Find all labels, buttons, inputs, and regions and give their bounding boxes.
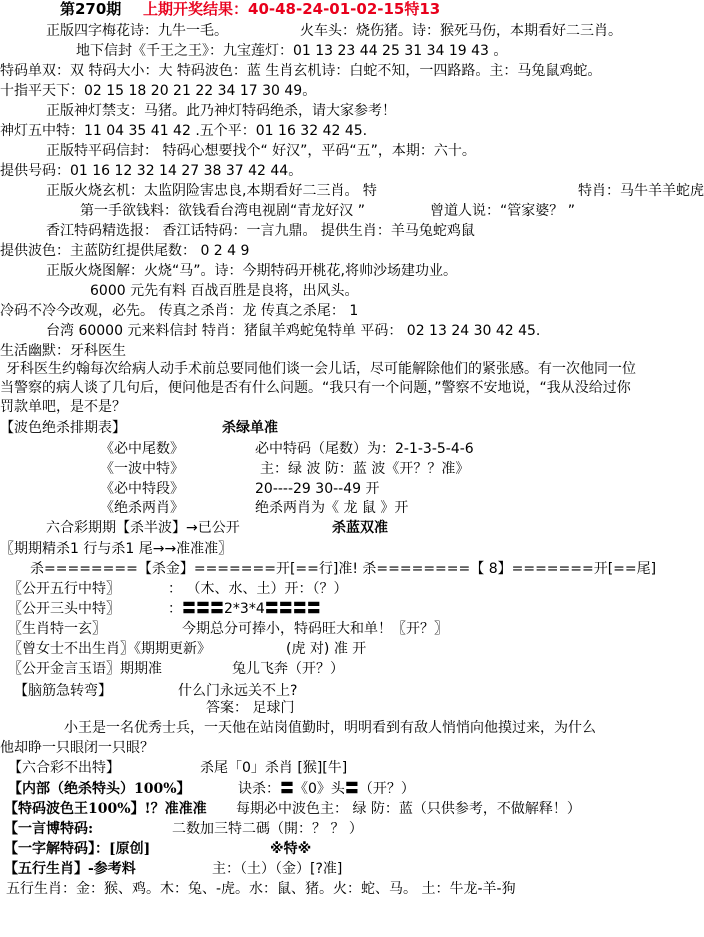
kill-two-zodiac-title: 《绝杀两肖》: [100, 500, 184, 516]
five-element-value: ： （木、水、土）开：（？）: [168, 581, 348, 597]
special-envelope-line: 正版特平码信封： 特码心想要找个“ 好汉”，平码“五”，本期：六十。: [46, 143, 476, 159]
cold-number-line: 冷码不冷今改观，必先。 传真之杀肖：龙 传真之杀尾： 1: [0, 303, 359, 319]
kill-row-value: 杀========【杀金】=======开[==行]准! 杀========【 8】=======开[==尾]: [30, 561, 657, 577]
story-text-1: 小王是一名优秀士兵，一天他在站岗值勤时，明明看到有敌人悄悄向他摸过来，为什么: [64, 720, 596, 736]
half-wave-title: 六合彩期期【杀半波】→已公开: [46, 520, 240, 536]
tail-number-title: 《必中尾数》: [100, 441, 184, 457]
tail-number-value: 必中特码（尾数）为：2-1-3-5-4-6: [255, 441, 474, 457]
special-zodiac-line: 特肖：马牛羊羊蛇虎: [578, 183, 704, 199]
golden-words-value: 兔儿飞奔（开？）: [232, 661, 344, 677]
odd-even-line: 特码单双：双 特码大小：大 特码波色：蓝 生肖玄机诗：白蛇不知，一四路路。主：马兔鼠鸡蛇。: [0, 63, 602, 79]
five-element-zodiac-value: 主：（土）（金）[?准]: [212, 861, 343, 877]
ms-zeng-title: 〖曾女士不出生肖〗《期期更新》: [8, 641, 211, 657]
three-head-value: ：〓〓〓2*3*4〓〓〓〓: [168, 601, 321, 617]
internal-kill-title: 【内部（绝杀特头）100%】: [8, 781, 191, 797]
no-special-value: 杀尾「0」杀肖 [猴][牛]: [200, 760, 348, 776]
segment-title: 《必中特段》: [100, 481, 184, 497]
five-element-zodiac-title: 【五行生肖】-参考料: [4, 861, 136, 877]
first-hand-line: 第一手欲钱料：欲钱看台湾电视剧“青龙好汉 ”: [80, 203, 365, 219]
priest-says-line: 曾道人说：“管家婆？ ”: [430, 203, 575, 219]
ten-fingers-line: 十指平天下：02 15 18 20 21 22 34 17 30 49。: [0, 83, 317, 99]
internal-kill-value: 诀杀：〓《0》头〓（开？）: [238, 781, 415, 797]
zodiac-mystery-title: 〖生肖特一玄〗: [8, 621, 106, 637]
golden-words-title: 〖公开金言玉语〗期期准: [8, 661, 162, 677]
wave-kill-table-title: 【波色绝杀排期表】: [0, 420, 126, 436]
last-draw-result: 上期开奖结果：40-48-24-01-02-15特13: [143, 0, 441, 18]
wave-color-line: 提供波色：主蓝防红提供尾数： 0 2 4 9: [0, 243, 250, 259]
zodiac-mystery-value: 今期总分可捧小，特码旺大和单！〖开？〗: [182, 621, 448, 637]
provided-numbers-line: 提供号码：01 16 12 32 14 27 38 37 42 44。: [0, 163, 303, 179]
one-word-bet-value: 二数加三特二碼（開：？ ？ ）: [172, 821, 363, 837]
five-element-zodiac-list: 五行生肖：金：猴、鸡。木：兔、-虎。水：鼠、猪。火：蛇、马。 土：牛龙-羊-狗: [6, 881, 516, 897]
taiwan-envelope-line: 台湾 60000 元来料信封 特肖：猪鼠羊鸡蛇兔特单 平码： 02 13 24 30 42 45.: [46, 323, 541, 339]
wave-king-title: 【特码波色王100%】!？准准准: [4, 801, 207, 817]
humor-text-2: 当警察的病人谈了几句后，便问他是否有什么问题。“我只有一个问题，”警察不安地说，“我从没给过你: [0, 380, 631, 396]
three-head-title: 〖公开三头中特〗: [8, 601, 120, 617]
hk-selection-line: 香江特码精选报： 香江话特码：一言九鼎。 提供生肖：羊马兔蛇鸡鼠: [46, 223, 475, 239]
wave-king-value: 每期必中波色主： 绿 防：蓝（只供参考，不做解释！）: [236, 801, 581, 817]
brain-teaser-question: 什么门永远关不上?: [178, 683, 298, 699]
one-char-value: ※特※: [270, 841, 312, 857]
lamp-ban-line: 正版神灯禁支：马猪。此乃神灯特码绝杀，请大家参考！: [46, 103, 396, 119]
kill-green-label: 杀绿单准: [222, 420, 278, 436]
kill-row-title: 〖期期精杀1 行与杀1 尾→→准准准〗: [0, 541, 233, 557]
one-wave-title: 《一波中特》: [100, 461, 184, 477]
five-element-title: 〖公开五行中特〗: [8, 581, 120, 597]
brain-teaser-title: 【脑筋急转弯】: [14, 683, 112, 699]
segment-value: 20----29 30--49 开: [255, 481, 380, 497]
fire-diagram-line: 正版火烧图解：火烧“马”。诗：今期特码开桃花,将帅沙场建功业。: [46, 263, 457, 279]
humor-title: 生活幽默：牙科医生: [0, 343, 126, 359]
humor-text-3: 罚款单吧，是不是？: [0, 399, 126, 415]
plum-poem: 正版四字梅花诗：九牛一毛。: [46, 23, 228, 39]
underground-envelope: 地下信封《千王之王》：九宝莲灯：01 13 23 44 25 31 34 19 43 。: [76, 43, 508, 59]
issue-number: 第270期: [60, 0, 122, 18]
one-word-bet-title: 【一言博特码:: [4, 821, 94, 837]
fire-mystery-line: 正版火烧玄机：太监阴险害忠良,本期看好二三肖。 特: [46, 183, 377, 199]
humor-text-1: 牙科医生约翰每次给病人动手术前总要同他们谈一会儿话，尽可能解除他们的紧张感。有一次他同一位: [6, 361, 636, 377]
six-thousand-line: 6000 元先有料 百战百胜是良将，出风头。: [90, 283, 359, 299]
kill-blue-label: 杀蓝双准: [332, 520, 388, 536]
no-special-title: 【六合彩不出特】: [8, 760, 120, 776]
ms-zeng-value: (虎 对) 准 开: [286, 641, 367, 657]
lamp-five-line: 神灯五中特：11 04 35 41 42 .五个平：01 16 32 42 45.: [0, 123, 368, 139]
one-char-title: 【一字解特码】：[原创]: [4, 841, 151, 857]
story-text-2: 他却睁一只眼闭一只眼？: [0, 740, 154, 756]
kill-two-zodiac-value: 绝杀两肖为《 龙 鼠 》开: [255, 500, 409, 516]
train-head-poem: 火车头：烧伤猪。诗：猴死马伤，本期看好二三肖。: [300, 23, 622, 39]
one-wave-value: 主：绿 波 防：蓝 波《开？？准》: [260, 461, 470, 477]
brain-teaser-answer: 答案： 足球门: [206, 700, 295, 716]
